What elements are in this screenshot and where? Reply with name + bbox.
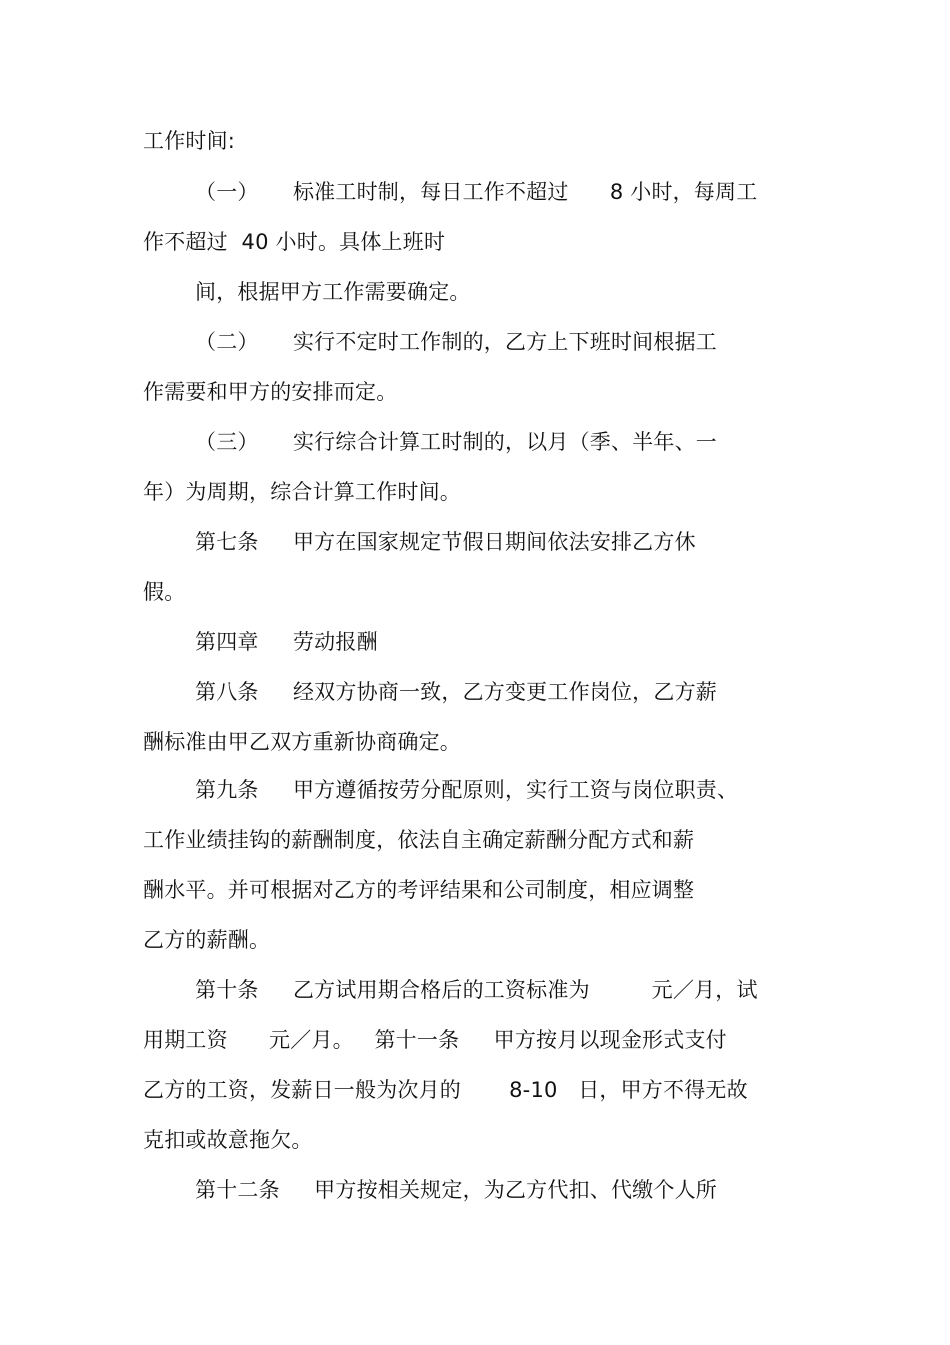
text-line: 假。 — [143, 580, 186, 604]
text-line: 第十条 乙方试用期合格后的工资标准为 元／月，试 — [195, 978, 758, 1002]
text-line: 乙方的薪酬。 — [143, 928, 271, 952]
text-line: 第七条 甲方在国家规定节假日期间依法安排乙方休 — [195, 530, 696, 554]
text-line: 克扣或故意拖欠。 — [143, 1128, 313, 1152]
text-line: 第九条 甲方遵循按劳分配原则，实行工资与岗位职责、 — [195, 778, 739, 802]
chapter-heading: 第四章 劳动报酬 — [195, 630, 378, 654]
text-line: （一） 标准工时制，每日工作不超过 8 小时，每周工 — [195, 180, 758, 204]
text-line: （三） 实行综合计算工时制的，以月（季、半年、一 — [195, 430, 717, 454]
text-line: 作不超过 40 小时。具体上班时 — [143, 230, 446, 254]
text-line: 作需要和甲方的安排而定。 — [143, 380, 398, 404]
text-line: 酬标准由甲乙双方重新协商确定。 — [143, 730, 461, 754]
text-line: 乙方的工资，发薪日一般为次月的 8-10 日，甲方不得无故 — [143, 1078, 748, 1102]
text-line: （二） 实行不定时工作制的，乙方上下班时间根据工 — [195, 330, 717, 354]
text-line: 酬水平。并可根据对乙方的考评结果和公司制度，相应调整 — [143, 878, 695, 902]
text-line: 工作时间: — [143, 129, 236, 153]
text-line: 年）为周期，综合计算工作时间。 — [143, 480, 461, 504]
text-line: 用期工资 元／月。 第十一条 甲方按月以现金形式支付 — [143, 1028, 727, 1052]
text-line: 间，根据甲方工作需要确定。 — [195, 280, 471, 304]
text-line: 工作业绩挂钩的薪酬制度，依法自主确定薪酬分配方式和薪 — [143, 828, 695, 852]
text-line: 第八条 经双方协商一致，乙方变更工作岗位，乙方薪 — [195, 680, 717, 704]
text-line: 第十二条 甲方按相关规定，为乙方代扣、代缴个人所 — [195, 1178, 717, 1202]
